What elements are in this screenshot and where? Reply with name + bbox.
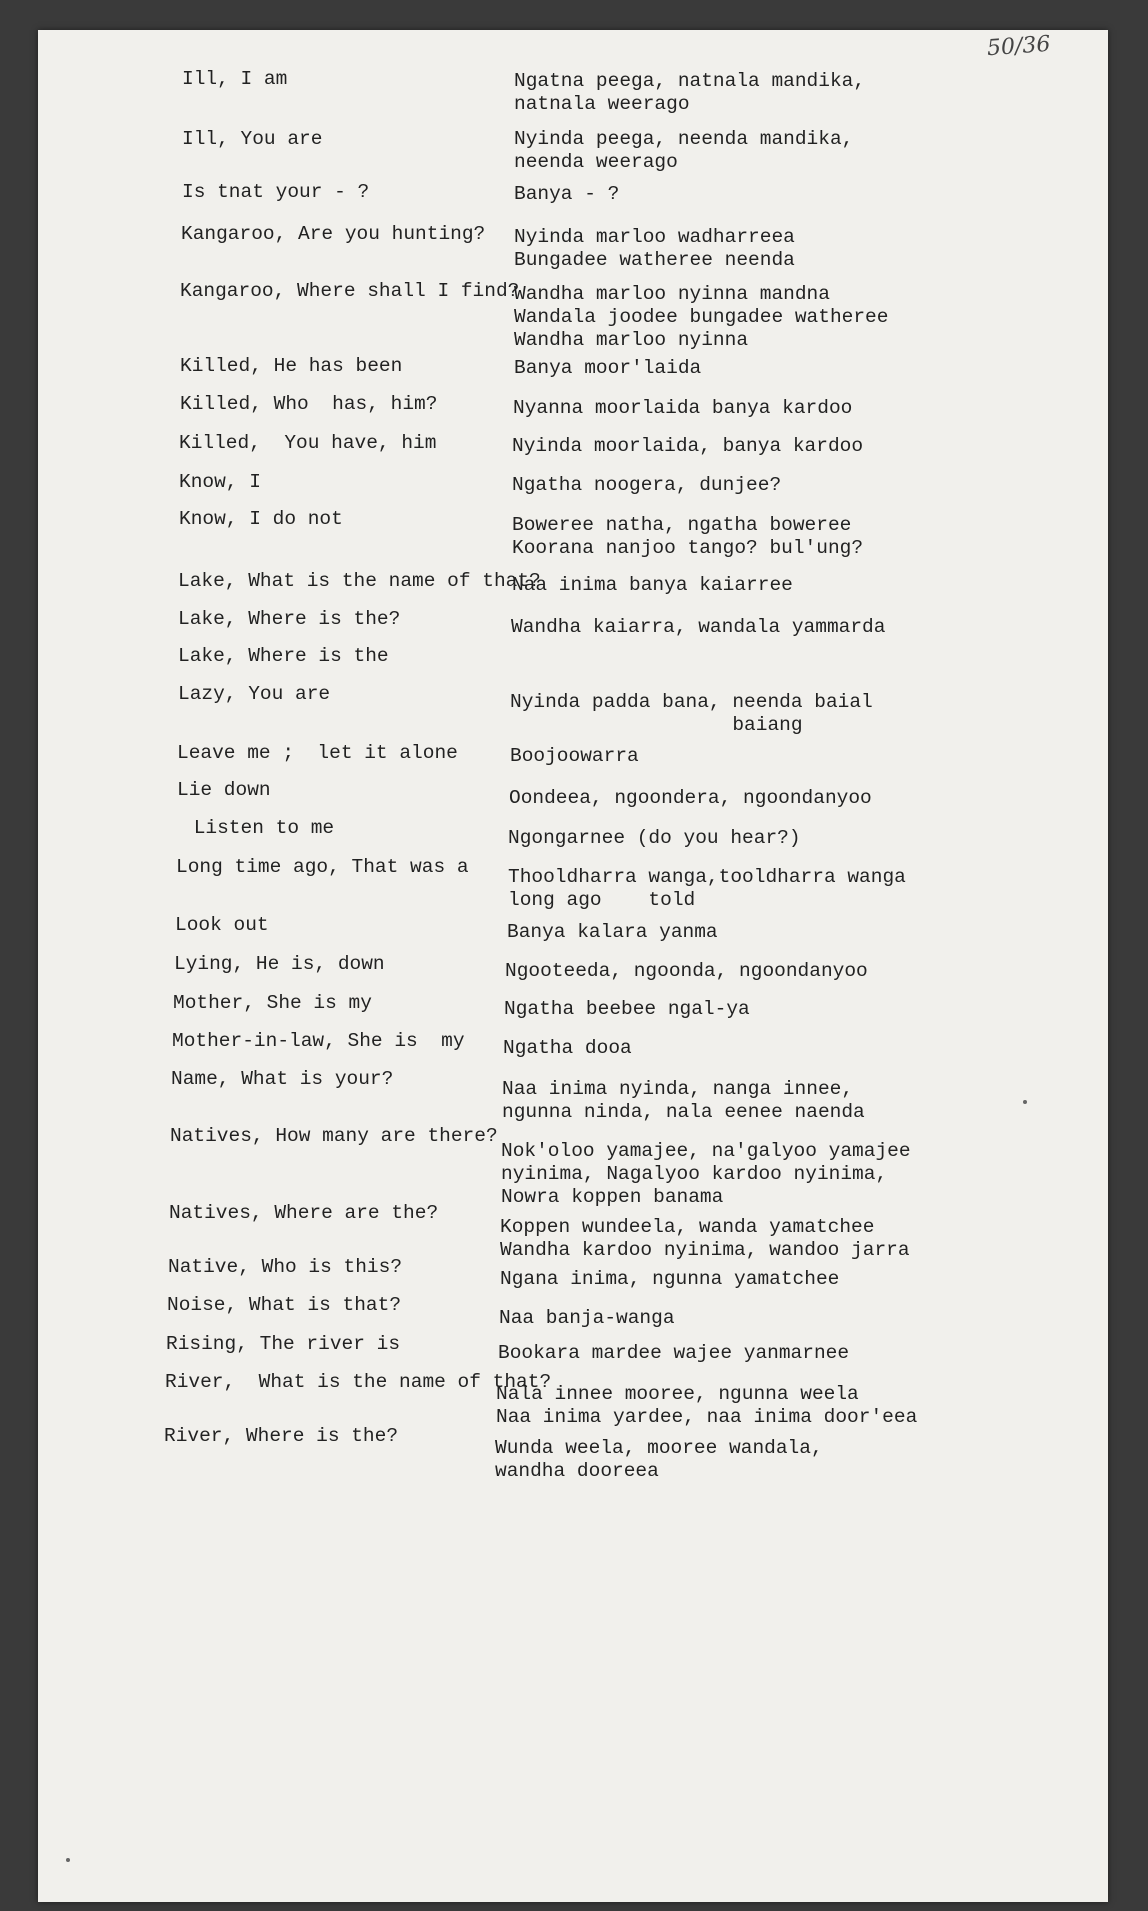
english-phrase: Natives, Where are the?	[169, 1202, 439, 1224]
aboriginal-translation	[510, 691, 873, 737]
english-phrase: Killed, Who has, him?	[180, 393, 438, 415]
translation-line: Ngatha noogera, dunjee?	[512, 474, 782, 496]
translation-line: Banya - ?	[514, 183, 620, 205]
english-phrase: Look out	[175, 914, 269, 936]
english-phrase: Kangaroo, Are you hunting?	[181, 223, 486, 245]
aboriginal-translation	[514, 128, 853, 174]
english-phrase: Know, I do not	[179, 508, 343, 530]
aboriginal-translation	[495, 1437, 823, 1483]
aboriginal-translation	[512, 435, 863, 458]
translation-line: Naa inima banya kaiarree	[512, 574, 793, 596]
aboriginal-translation	[514, 283, 888, 352]
translation-line: Koorana nanjoo tango? bul'ung?	[512, 537, 864, 559]
aboriginal-translation	[503, 1037, 632, 1060]
english-phrase: Lake, Where is the?	[178, 608, 401, 630]
aboriginal-translation	[502, 1078, 865, 1124]
english-phrase: Lazy, You are	[178, 683, 331, 705]
english-phrase: Noise, What is that?	[167, 1294, 402, 1316]
translation-line: Wandha kardoo nyinima, wandoo jarra	[500, 1239, 910, 1261]
translation-line: neenda weerago	[514, 151, 678, 173]
aboriginal-translation	[498, 1342, 849, 1365]
translation-line: Naa inima yardee, naa inima door'eea	[496, 1406, 918, 1428]
english-phrase: Lake, Where is the	[178, 645, 389, 667]
english-phrase: Kangaroo, Where shall I find?	[180, 280, 520, 302]
english-phrase: Ill, You are	[182, 128, 323, 150]
aboriginal-translation	[512, 574, 793, 597]
aboriginal-translation	[500, 1268, 839, 1291]
english-phrase: River, What is the name of that?	[165, 1371, 552, 1393]
translation-line: Nyinda moorlaida, banya kardoo	[512, 435, 864, 457]
aboriginal-translation	[504, 998, 750, 1021]
english-phrase: Mother-in-law, She is my	[172, 1030, 465, 1052]
translation-line: Wandha kaiarra, wandala yammarda	[511, 616, 886, 638]
aboriginal-translation	[512, 474, 781, 497]
english-phrase: Listen to me	[182, 817, 335, 839]
aboriginal-translation	[496, 1383, 917, 1429]
translation-line: baiang	[510, 714, 803, 736]
translation-line: Wandala joodee bungadee watheree	[514, 306, 889, 328]
aboriginal-translation	[514, 70, 865, 116]
english-phrase: Mother, She is my	[173, 992, 372, 1014]
translation-line: Nyinda marloo wadharreea	[514, 226, 795, 248]
paper-speck	[66, 1858, 70, 1862]
english-phrase: Killed, He has been	[180, 355, 403, 377]
aboriginal-translation	[508, 827, 801, 850]
translation-line: Boojoowarra	[510, 745, 639, 767]
translation-line: Banya kalara yanma	[507, 921, 718, 943]
english-phrase: Name, What is your?	[171, 1068, 394, 1090]
folio-number: 50/36	[985, 31, 1051, 62]
translation-line: Nowra koppen banama	[501, 1186, 724, 1208]
translation-line: Wandha marloo nyinna	[514, 329, 749, 351]
english-phrase: Natives, How many are there?	[170, 1125, 498, 1147]
translation-line: Nok'oloo yamajee, na'galyoo yamajee	[501, 1140, 911, 1162]
translation-line: Naa banja-wanga	[499, 1307, 675, 1329]
document-page	[38, 30, 1108, 1902]
aboriginal-translation	[514, 226, 795, 272]
translation-line: Koppen wundeela, wanda yamatchee	[500, 1216, 875, 1238]
aboriginal-translation	[514, 357, 701, 380]
translation-line: Ngatha dooa	[503, 1037, 632, 1059]
english-phrase: Know, I	[179, 471, 261, 493]
translation-line: Bookara mardee wajee yanmarnee	[498, 1342, 850, 1364]
translation-line: nyinima, Nagalyoo kardoo nyinima,	[501, 1163, 888, 1185]
translation-line: Ngongarnee (do you hear?)	[508, 827, 801, 849]
english-phrase: Lake, What is the name of that?	[178, 570, 541, 592]
translation-line: Naa inima nyinda, nanga innee,	[502, 1078, 854, 1100]
aboriginal-translation	[510, 745, 639, 768]
english-phrase: Killed, You have, him	[179, 432, 437, 454]
translation-line: Wunda weela, mooree wandala,	[495, 1437, 823, 1459]
english-phrase: Lie down	[177, 779, 271, 801]
translation-line: Ngatha beebee ngal-ya	[504, 998, 750, 1020]
aboriginal-translation	[514, 183, 619, 206]
aboriginal-translation	[508, 866, 906, 912]
english-phrase: River, Where is the?	[164, 1425, 399, 1447]
translation-line: long ago told	[508, 889, 696, 911]
aboriginal-translation	[509, 787, 872, 810]
translation-line: Banya moor'laida	[514, 357, 702, 379]
translation-line: Nyanna moorlaida banya kardoo	[513, 397, 853, 419]
translation-line: Ngatna peega, natnala mandika,	[514, 70, 866, 92]
translation-line: Nyinda peega, neenda mandika,	[514, 128, 854, 150]
english-phrase: Leave me ; let it alone	[177, 742, 458, 764]
translation-line: wandha dooreea	[495, 1460, 659, 1482]
translation-line: Wandha marloo nyinna mandna	[514, 283, 830, 305]
aboriginal-translation	[501, 1140, 911, 1209]
translation-line: Ngana inima, ngunna yamatchee	[500, 1268, 840, 1290]
translation-line: Bungadee watheree neenda	[514, 249, 795, 271]
translation-line: Oondeea, ngoondera, ngoondanyoo	[509, 787, 872, 809]
aboriginal-translation	[507, 921, 718, 944]
aboriginal-translation	[500, 1216, 910, 1262]
english-phrase: Is tnat your - ?	[182, 181, 370, 203]
aboriginal-translation	[511, 616, 885, 639]
aboriginal-translation	[513, 397, 852, 420]
translation-line: Thooldharra wanga,tooldharra wanga	[508, 866, 906, 888]
translation-line: Nyinda padda bana, neenda baial	[510, 691, 873, 713]
aboriginal-translation	[499, 1307, 675, 1330]
english-phrase: Long time ago, That was a	[176, 856, 469, 878]
aboriginal-translation	[512, 514, 863, 560]
translation-line: Nala innee mooree, ngunna weela	[496, 1383, 859, 1405]
translation-line: Ngooteeda, ngoonda, ngoondanyoo	[505, 960, 868, 982]
translation-line: Boweree natha, ngatha boweree	[512, 514, 852, 536]
paper-speck	[1023, 1100, 1027, 1104]
english-phrase: Ill, I am	[182, 68, 288, 90]
translation-line: natnala weerago	[514, 93, 690, 115]
aboriginal-translation	[505, 960, 868, 983]
english-phrase: Native, Who is this?	[168, 1256, 403, 1278]
english-phrase: Rising, The river is	[166, 1333, 401, 1355]
translation-line: ngunna ninda, nala eenee naenda	[502, 1101, 865, 1123]
english-phrase: Lying, He is, down	[174, 953, 385, 975]
